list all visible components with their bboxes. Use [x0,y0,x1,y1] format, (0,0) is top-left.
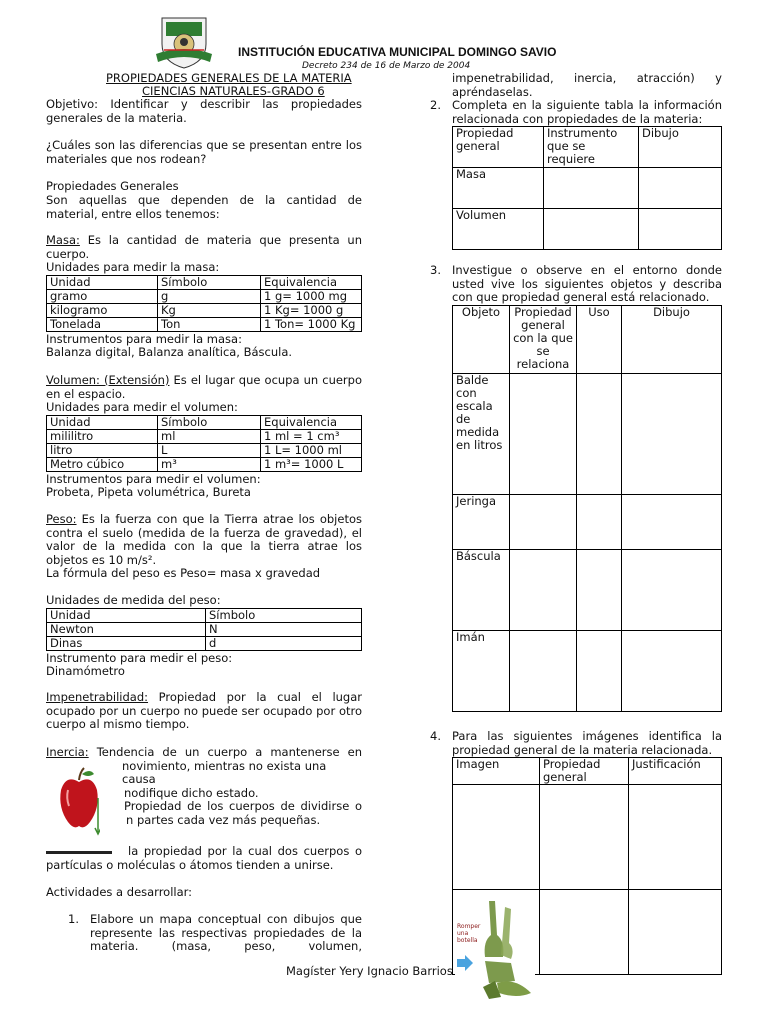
table-cell [540,785,629,890]
table-header-cell: Imagen [453,758,540,785]
table-cell [577,495,622,550]
peso-formula: La fórmula del peso es Peso= masa x gravedad [46,566,321,580]
table-cell: Metro cúbico [47,458,158,472]
atrac-line1: la propiedad por la cual dos cuerpos o [128,844,362,858]
table-cell [622,374,722,495]
activity-4-number: 4. [430,729,441,743]
broken-bottle-image [455,897,535,1001]
volumen-units-heading: Unidades para medir el volumen: [46,400,238,414]
activity-4-text: Para las siguientes imágenes identifica la propiedad general de la materia relacionada. [452,729,722,757]
table-row [47,623,362,637]
table-cell: Newton [47,623,206,637]
table-cell [510,374,577,495]
table-cell: 1 L= 1000 ml [261,444,362,458]
divisibilidad-definition [124,800,362,827]
bottle-drawing [455,897,535,1001]
decree-text: Decreto 234 de 16 de Marzo de 2004 [302,61,471,71]
table-header-cell: Unidad [47,609,206,623]
table-header-cell: Unidad [47,416,158,430]
table-cell: m³ [158,458,261,472]
table-header-cell: Dibujo [622,306,722,374]
table-header-cell: Objeto [453,306,510,374]
table-row [453,550,722,631]
divis-line1: Propiedad de los cuerpos de dividirse o [124,799,362,813]
inercia-line2: novimiento, mientras no exista una causa [122,758,327,786]
volumen-instr: Probeta, Pipeta volumétrica, Bureta [46,485,251,499]
peso-units-heading: Unidades de medida del peso: [46,593,221,607]
masa-units-table [46,275,362,332]
table-row [47,609,362,623]
table-cell [639,209,722,250]
objective: Objetivo: Identificar y describir las propiedades generales de la materia. [46,97,362,125]
table-cell [622,631,722,712]
properties-table [452,126,722,250]
activity-2-number: 2. [430,98,441,112]
table-cell: kilogramo [47,304,158,318]
table-cell: 1 g= 1000 mg [261,290,362,304]
activity-1-continued: impenetrabilidad, inercia, atracción) y apréndaselas. [452,71,722,99]
table-cell [639,168,722,209]
props-heading: Propiedades Generales [46,179,179,193]
atraccion-definition [46,845,362,872]
activity-1-number: 1. [68,912,79,926]
table-row [453,306,722,374]
impen-term: Impenetrabilidad: [46,690,149,704]
table-cell: litro [47,444,158,458]
peso-units-table [46,608,362,651]
peso-definition [46,513,362,567]
table-cell: 1 m³= 1000 L [261,458,362,472]
table-cell [629,785,722,890]
peso-instr-heading: Instrumento para medir el peso: [46,651,233,665]
table-cell: 1 Kg= 1000 g [261,304,362,318]
question: ¿Cuáles son las diferencias que se presentan entre los materiales que nos rodean? [46,138,362,166]
table-row [453,168,722,209]
table-cell [510,550,577,631]
table-row [47,318,362,332]
masa-def: Es la cantidad de materia que presenta un cuerpo. [46,233,363,261]
table-cell: Ton [158,318,261,332]
impenetrabilidad-definition [46,691,362,732]
table-header-cell: Dibujo [639,127,722,168]
table-cell [577,374,622,495]
table-header-cell: Propiedad general [540,758,629,785]
table-cell [622,550,722,631]
inercia-line1: Tendencia de un cuerpo a mantenerse en [96,745,362,759]
table-cell: N [206,623,362,637]
volumen-def: Es el lugar que ocupa un cuerpo en el espacio. [46,373,362,401]
table-cell: Imán [453,631,510,712]
table-cell [510,495,577,550]
atrac-line2: partículas o moléculas o átomos tienden a unirse. [46,857,334,872]
table-header-cell: Uso [577,306,622,374]
table-cell [510,631,577,712]
table-cell: Tonelada [47,318,158,332]
table-row [453,785,722,890]
bottle-label: Romper una botella [457,923,481,944]
table-cell [629,890,722,975]
table-header-cell: Propiedad general con la que se relaciona [510,306,577,374]
table-header-cell: Símbolo [158,416,261,430]
table-cell: d [206,637,362,651]
table-row [453,495,722,550]
table-cell: 1 ml = 1 cm³ [261,430,362,444]
table-row [453,374,722,495]
masa-units-heading: Unidades para medir la masa: [46,260,220,274]
table-header-cell: Justificación [629,758,722,785]
table-row [453,758,722,785]
table-row [453,631,722,712]
activity-3-number: 3. [430,263,441,277]
table-cell: L [158,444,261,458]
volumen-units-table [46,415,362,472]
props-intro: Son aquellas que dependen de la cantidad de material, entre ellos tenemos: [46,193,362,221]
table-row [453,127,722,168]
impen-def: Propiedad por la cual el lugar ocupado por un cuerpo no puede ser ocupado por otro cuerpo al mismo tiempo. [46,690,362,731]
volumen-instr-heading: Instrumentos para medir el volumen: [46,472,261,486]
inercia-term: Inercia: [46,745,89,759]
table-cell: 1 Ton= 1000 Kg [261,318,362,332]
table-row [453,209,722,250]
table-cell: Báscula [453,550,510,631]
table-cell: Volumen [453,209,544,250]
divis-line2: n partes cada vez más pequeñas. [126,812,321,827]
activity-2-text: Completa en la siguiente tabla la información relacionada con propiedades de la materia: [452,98,722,126]
table-cell: gramo [47,290,158,304]
table-cell: Balde con escala de medida en litros [453,374,510,495]
table-cell: Kg [158,304,261,318]
table-cell [540,890,629,975]
table-row [47,304,362,318]
apple-image [58,766,100,838]
table-row [47,276,362,290]
inercia-line3: nodifique dicho estado. [124,785,259,800]
institution-title: INSTITUCIÓN EDUCATIVA MUNICIPAL DOMINGO SAVIO [238,45,557,59]
table-header-cell: Símbolo [158,276,261,290]
table-row [47,290,362,304]
apple-shadow [46,851,112,854]
table-cell: g [158,290,261,304]
table-cell: Jeringa [453,495,510,550]
table-cell [577,631,622,712]
table-row [47,444,362,458]
table-cell [544,209,639,250]
table-cell [544,168,639,209]
table-cell [577,550,622,631]
peso-instr: Dinamómetro [46,664,125,678]
table-row [47,637,362,651]
activity-1-text: Elabore un mapa conceptual con dibujos que represente las respectivas propiedades de la materia. (masa, peso, volumen, [90,912,362,953]
volumen-term: Volumen: (Extensión) [46,373,170,387]
table-row [47,430,362,444]
table-cell: Masa [453,168,544,209]
table-header-cell: Unidad [47,276,158,290]
table-cell [453,785,540,890]
masa-instr: Balanza digital, Balanza analítica, Báscula. [46,345,293,359]
masa-instr-heading: Instrumentos para medir la masa: [46,332,242,346]
table-row [47,458,362,472]
table-cell: Dinas [47,637,206,651]
table-header-cell: Instrumento que se requiere [544,127,639,168]
table-header-cell: Equivalencia [261,276,362,290]
masa-term: Masa: [46,233,80,247]
table-cell [622,495,722,550]
objects-table [452,305,722,712]
table-cell: mililitro [47,430,158,444]
doc-subtitle: CIENCIAS NATURALES-GRADO 6 [142,84,325,98]
table-header-cell: Símbolo [206,609,362,623]
table-header-cell: Equivalencia [261,416,362,430]
table-row [47,416,362,430]
activity-3-text: Investigue o observe en el entorno donde usted vive los siguientes objetos y describa con que propiedad general está relacionado. [452,263,722,304]
peso-def: Es la fuerza con que la Tierra atrae los objetos contra el suelo (medida de la fuerza de gravedad), el valor de la medida con la que la tierra atrae los objetos es 10 m/s². [46,512,362,567]
table-header-cell: Propiedad general [453,127,544,168]
doc-title: PROPIEDADES GENERALES DE LA MATERIA [106,71,352,85]
activities-heading: Actividades a desarrollar: [46,885,193,899]
masa-definition [46,234,362,261]
volumen-definition [46,374,362,401]
table-cell: ml [158,430,261,444]
peso-term: Peso: [46,512,77,526]
school-crest-logo [154,14,214,70]
footer-author: Magíster Yery Ignacio Barrios [286,964,453,978]
